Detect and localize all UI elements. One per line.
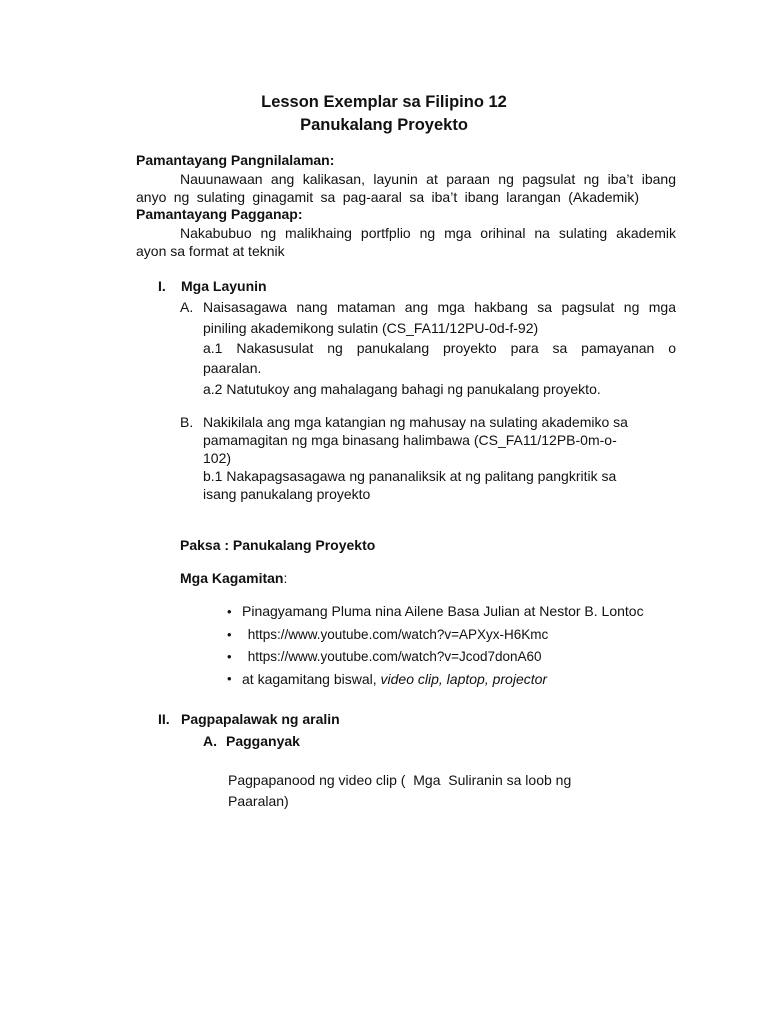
section1-numeral: I.: [158, 278, 166, 294]
objective-a2: a.2 Natutukoy ang mahalagang bahagi ng panukalang proyekto.: [203, 381, 601, 397]
bullet-icon: •: [227, 627, 232, 642]
objective-a-line2: piniling akademikong sulatin (CS_FA11/12PU-0d-f-92): [203, 320, 539, 336]
materials-label: Mga Kagamitan: [180, 570, 284, 586]
topic-label: Paksa : Panukalang Proyekto: [180, 537, 376, 553]
performance-standard-line1: Nakabubuo ng malikhaing portfplio ng mga orihinal na sulating akademik: [180, 225, 676, 241]
objective-b-line1: Nakikilala ang mga katangian ng mahusay na sulating akademiko sa: [203, 414, 628, 430]
objective-b-letter: B.: [180, 414, 194, 430]
motivation-line1: Pagpapanood ng video clip ( Mga Suliranin sa loob ng: [228, 772, 572, 788]
materials-link-2[interactable]: https://www.youtube.com/watch?v=Jcod7donA60: [244, 649, 542, 664]
performance-standard-label: Pamantayang Pagganap:: [136, 206, 303, 222]
section2-numeral: II.: [158, 711, 170, 727]
materials-visual-italic: video clip, laptop, projector: [380, 671, 548, 687]
objective-b1-line2: isang panukalang proyekto: [203, 486, 371, 502]
materials-colon: :: [283, 570, 288, 586]
section1-heading: Mga Layunin: [181, 278, 267, 294]
performance-standard-line2: ayon sa format at teknik: [136, 243, 285, 259]
materials-visual-prefix: at kagamitang biswal,: [242, 671, 381, 687]
objective-b1-line1: b.1 Nakapagsasagawa ng pananaliksik at ng palitang pangkritik sa: [203, 468, 617, 484]
content-standard-line2: anyo ng sulating ginagamit sa pag-aaral sa iba’t ibang larangan (Akademik): [136, 189, 639, 205]
objective-a-letter: A.: [180, 299, 194, 315]
bullet-icon: •: [227, 649, 232, 664]
section2-heading: Pagpapalawak ng aralin: [181, 711, 340, 727]
objective-b-line2: pamamagitan ng mga binasang halimbawa (CS_FA11/12PB-0m-o-: [203, 432, 617, 448]
materials-heading: [180, 570, 287, 588]
section2-sub-a-letter: A.: [203, 733, 217, 749]
content-standard-label: Pamantayang Pangnilalaman:: [136, 152, 335, 168]
content-standard-line1: Nauunawaan ang kalikasan, layunin at paraan ng pagsulat ng iba’t ibang: [180, 171, 676, 187]
materials-list: [0, 603, 768, 693]
materials-link-1[interactable]: https://www.youtube.com/watch?v=APXyx-H6Kmc: [244, 627, 549, 642]
section2-sub-a-heading: Pagganyak: [226, 733, 300, 749]
objective-a1-line2: paaralan.: [203, 360, 262, 376]
document-title: Lesson Exemplar sa Filipino 12: [261, 93, 507, 111]
materials-item: Pinagyamang Pluma nina Ailene Basa Julian at Nestor B. Lontoc: [242, 603, 644, 619]
bullet-icon: •: [227, 671, 232, 686]
materials-item-visual: [242, 671, 547, 687]
motivation-line2: Paaralan): [228, 793, 289, 809]
objective-a-line1: Naisasagawa nang mataman ang mga hakbang sa pagsulat ng mga: [203, 299, 676, 315]
objective-a1-line1: a.1 Nakasusulat ng panukalang proyekto para sa pamayanan o: [203, 340, 676, 356]
objective-b-line3: 102): [203, 450, 232, 466]
document-subtitle: Panukalang Proyekto: [300, 116, 468, 134]
bullet-icon: •: [227, 604, 232, 619]
